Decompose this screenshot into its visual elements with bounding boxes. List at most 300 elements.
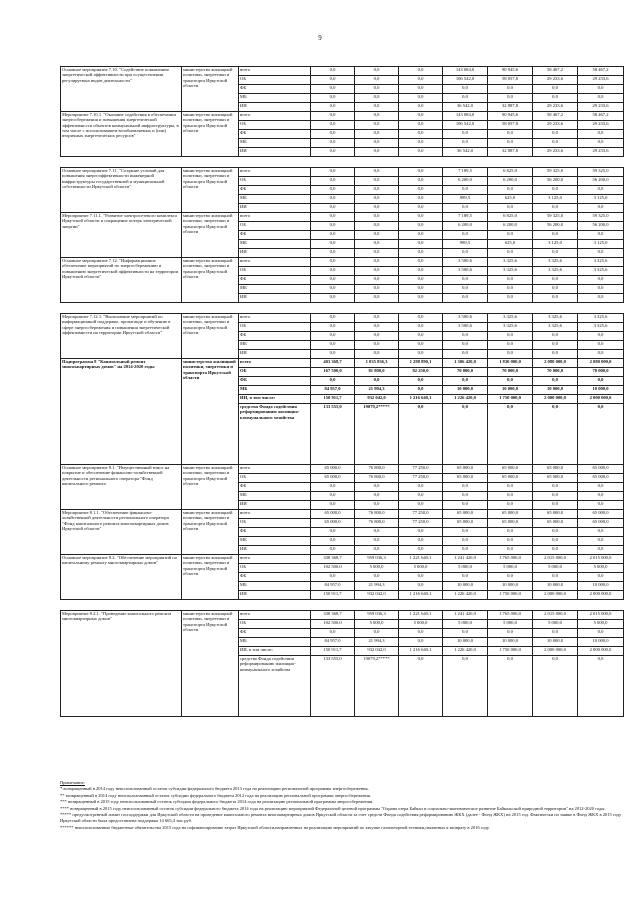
amount-cell: 0,0 — [355, 186, 399, 195]
amount-cell: 0,0 — [443, 186, 488, 195]
funding-source-cell: ОБ — [239, 267, 311, 276]
amount-cell: 0,0 — [355, 285, 399, 294]
amount-cell: 0,0 — [399, 492, 443, 501]
amount-cell: 932 042,0 — [355, 395, 399, 404]
amount-cell: 0,0 — [355, 501, 399, 510]
block-spacer — [61, 157, 624, 168]
amount-cell: 32 887,8 — [488, 148, 533, 157]
amount-cell: 0,0 — [355, 573, 399, 582]
funding-source-cell: ИИ — [239, 546, 311, 555]
amount-cell: 0,0 — [399, 85, 443, 94]
funding-source-cell: ФБ — [239, 483, 311, 492]
amount-cell: 0,0 — [578, 573, 624, 582]
amount-cell: 0,0 — [399, 528, 443, 537]
amount-cell: 0,0 — [578, 204, 624, 213]
amount-cell: 0,0 — [399, 537, 443, 546]
amount-cell: 0,0 — [488, 285, 533, 294]
amount-cell: 65 000,0 — [578, 519, 624, 528]
amount-cell: 0,0 — [311, 323, 355, 332]
table-row — [61, 510, 624, 519]
amount-cell: 0,0 — [311, 213, 355, 222]
amount-cell: 0,0 — [533, 186, 578, 195]
executor-cell: министерство жилищной политики, энергетики и транспорта Иркутской области — [182, 168, 239, 213]
amount-cell: 70 000,0 — [578, 368, 624, 377]
amount-cell: 0,0 — [399, 341, 443, 350]
funding-source-cell: МБ — [239, 582, 311, 591]
amount-cell: 10 000,0 — [578, 638, 624, 647]
amount-cell: 0,0 — [355, 240, 399, 249]
amount-cell: 0,0 — [355, 139, 399, 148]
amount-cell: 2 080 000,0 — [533, 359, 578, 368]
amount-cell: 0,0 — [533, 573, 578, 582]
amount-cell: 1 216 640,1 — [399, 395, 443, 404]
note-line: * возвращенный в 2014 году неиспользованный остаток субсидии федерального бюджета 2013 года на реализацию региональной программы энергосбережения. — [60, 786, 369, 792]
amount-cell: 0,0 — [355, 537, 399, 546]
amount-cell: 625,0 — [488, 240, 533, 249]
amount-cell: 0,0 — [399, 404, 443, 465]
amount-cell: 0,0 — [488, 341, 533, 350]
amount-cell: 0,0 — [311, 537, 355, 546]
amount-cell: 0,0 — [578, 130, 624, 139]
funding-source-cell: ОБ — [239, 177, 311, 186]
amount-cell: 0,0 — [399, 573, 443, 582]
amount-cell: 0,0 — [443, 573, 488, 582]
amount-cell: 0,0 — [311, 121, 355, 130]
amount-cell: 0,0 — [355, 267, 399, 276]
funding-source-cell: средства Фонда содействия реформированию жилищно-коммунального хозяйства — [239, 656, 311, 717]
amount-cell: 0,0 — [533, 492, 578, 501]
amount-cell: 932 042,0 — [355, 591, 399, 600]
funding-source-cell: всего — [239, 67, 311, 76]
funding-source-cell: ИИ, в том числе: — [239, 395, 311, 404]
amount-cell: 0,0 — [578, 501, 624, 510]
amount-cell: 0,0 — [443, 294, 488, 303]
measure-description: Основное мероприятие 8.1. "Имущественный взнос на покрытие и обеспечение финансово-хозяйственной деятельности регионального оператора "Фонд капитального ремонта — [61, 465, 182, 510]
amount-cell: 0,0 — [488, 204, 533, 213]
page-number: 9 — [318, 34, 322, 42]
table-row — [61, 611, 624, 620]
amount-cell: 3 325,6 — [578, 314, 624, 323]
amount-cell: 102 500,0 — [311, 620, 355, 629]
amount-cell: 0,0 — [355, 213, 399, 222]
amount-cell: 2 000 000,0 — [578, 395, 624, 404]
amount-cell: 84 957,0 — [311, 582, 355, 591]
amount-cell: 3 325,6 — [533, 323, 578, 332]
amount-cell: 0,0 — [488, 404, 533, 465]
amount-cell: 0,0 — [311, 195, 355, 204]
amount-cell: 90 945,6 — [488, 67, 533, 76]
amount-cell: 0,0 — [533, 528, 578, 537]
amount-cell: 0,0 — [488, 629, 533, 638]
funding-source-cell: всего — [239, 465, 311, 474]
funding-source-cell: МБ — [239, 94, 311, 103]
amount-cell: 2 080 000,0 — [578, 359, 624, 368]
amount-cell: 65 000,0 — [488, 519, 533, 528]
amount-cell: 3 325,6 — [488, 314, 533, 323]
measure-description: Подпрограмма 8 "Капитальный ремонт многоквартирных домов" на 2014-2020 годы — [61, 359, 182, 465]
table-row — [61, 258, 624, 267]
amount-cell: 0,0 — [488, 501, 533, 510]
amount-cell: 0,0 — [399, 546, 443, 555]
amount-cell: 0,0 — [443, 276, 488, 285]
funding-source-cell: всего — [239, 213, 311, 222]
amount-cell: 0,0 — [355, 148, 399, 157]
funding-source-cell: ОБ — [239, 121, 311, 130]
amount-cell: 10 000,0 — [488, 582, 533, 591]
amount-cell: 0,0 — [443, 285, 488, 294]
amount-cell: 65 000,0 — [578, 510, 624, 519]
table-row — [61, 555, 624, 564]
amount-cell: 0,0 — [355, 249, 399, 258]
amount-cell: 143 084,0 — [443, 112, 488, 121]
amount-cell: 29 233,6 — [578, 76, 624, 85]
amount-cell: 3 125,0 — [533, 195, 578, 204]
amount-cell: 0,0 — [311, 573, 355, 582]
amount-cell: 0,0 — [311, 139, 355, 148]
amount-cell: 0,0 — [488, 377, 533, 386]
amount-cell: 10 000,0 — [533, 582, 578, 591]
amount-cell: 0,0 — [488, 492, 533, 501]
executor-cell: министерство жилищной политики, энергетики и транспорта Иркутской области — [182, 213, 239, 258]
amount-cell: 70 000,0 — [443, 368, 488, 377]
amount-cell: 29 233,6 — [533, 103, 578, 112]
amount-cell: 0,0 — [355, 103, 399, 112]
amount-cell: 36 542,0 — [443, 103, 488, 112]
amount-cell: 0,0 — [399, 139, 443, 148]
table-row — [61, 465, 624, 474]
amount-cell: 0,0 — [311, 103, 355, 112]
amount-cell: 0,0 — [578, 85, 624, 94]
amount-cell: 0,0 — [399, 638, 443, 647]
amount-cell: 76 800,0 — [355, 465, 399, 474]
amount-cell: 3 325,6 — [488, 258, 533, 267]
amount-cell: 1 035 836,3 — [355, 359, 399, 368]
amount-cell: 70 000,0 — [533, 368, 578, 377]
funding-source-cell: МБ — [239, 386, 311, 395]
amount-cell: 0,0 — [578, 656, 624, 717]
amount-cell: 150 911,7 — [311, 591, 355, 600]
amount-cell: 29 233,6 — [578, 103, 624, 112]
funding-source-cell: ОБ — [239, 519, 311, 528]
amount-cell: 0,0 — [355, 177, 399, 186]
amount-cell: 5 000,0 — [355, 564, 399, 573]
amount-cell: 0,0 — [488, 528, 533, 537]
amount-cell: 0,0 — [399, 76, 443, 85]
measure-description: Основное мероприятие 8.2. "Обеспечение мероприятий по капитальному ремонту многоквартирных домов" — [61, 555, 182, 600]
amount-cell: 0,0 — [355, 546, 399, 555]
amount-cell: 0,0 — [488, 249, 533, 258]
amount-cell: 3 325,6 — [578, 258, 624, 267]
amount-cell: 3 500,6 — [443, 323, 488, 332]
measure-description: Мероприятие 8.1.1. "Обеспечение финансово-хозяйственной деятельности регионального оператора "Фонд капитального ремонта многоквартирных домов Иркутской области" — [61, 510, 182, 555]
amount-cell: 959 036,3 — [355, 611, 399, 620]
amount-cell: 7 189,5 — [443, 213, 488, 222]
amount-cell: 0,0 — [311, 148, 355, 157]
amount-cell: 0,0 — [311, 177, 355, 186]
funding-source-cell: ФБ — [239, 528, 311, 537]
amount-cell: 58 467,2 — [578, 67, 624, 76]
measure-description: Основное мероприятие 7.10. "Содействие повышению энергетической эффективности при осуществлении регулируемых видов деятельности" — [61, 67, 182, 112]
funding-source-cell: ОБ — [239, 323, 311, 332]
amount-cell: 0,0 — [399, 231, 443, 240]
executor-cell: министерство жилищной политики, энергетики и транспорта Иркутской области — [182, 112, 239, 157]
amount-cell: 6 825,0 — [488, 213, 533, 222]
amount-cell: 0,0 — [533, 276, 578, 285]
amount-cell: 0,0 — [311, 67, 355, 76]
amount-cell: 0,0 — [311, 629, 355, 638]
amount-cell: 143 084,0 — [443, 67, 488, 76]
amount-cell: 0,0 — [533, 332, 578, 341]
amount-cell: 0,0 — [399, 629, 443, 638]
amount-cell: 0,0 — [533, 377, 578, 386]
amount-cell: 0,0 — [533, 501, 578, 510]
note-line: *** возвращенный в 2015 году неиспользованный остаток субсидии федерального бюджета 2014 года на реализацию региональной программы энергосбережения. — [60, 799, 374, 805]
amount-cell: 65 000,0 — [311, 465, 355, 474]
funding-source-cell: средства Фонда содействия реформированию жилищно-коммунального хозяйства — [239, 404, 311, 465]
amount-cell: 0,0 — [399, 501, 443, 510]
amount-cell: 3 325,6 — [488, 323, 533, 332]
amount-cell: 56 200,0 — [578, 222, 624, 231]
amount-cell: 0,0 — [443, 377, 488, 386]
amount-cell: 0,0 — [443, 483, 488, 492]
amount-cell: 5 000,0 — [488, 620, 533, 629]
amount-cell: 0,0 — [355, 276, 399, 285]
amount-cell: 0,0 — [533, 249, 578, 258]
amount-cell: 29 233,6 — [533, 121, 578, 130]
amount-cell: 0,0 — [355, 483, 399, 492]
funding-source-cell: МБ — [239, 240, 311, 249]
amount-cell: 959 036,3 — [355, 555, 399, 564]
amount-cell: 0,0 — [355, 258, 399, 267]
amount-cell: 989,5 — [443, 240, 488, 249]
funding-source-cell: ИИ — [239, 148, 311, 157]
amount-cell: 0,0 — [399, 186, 443, 195]
amount-cell: 1 216 640,1 — [399, 647, 443, 656]
budget-table — [60, 66, 624, 717]
amount-cell: 1 750 000,0 — [488, 647, 533, 656]
amount-cell: 2 000 000,0 — [533, 647, 578, 656]
amount-cell: 0,0 — [355, 629, 399, 638]
amount-cell: 0,0 — [578, 404, 624, 465]
funding-source-cell: ИИ — [239, 294, 311, 303]
funding-source-cell: ОБ — [239, 222, 311, 231]
table-row — [61, 67, 624, 76]
amount-cell: 0,0 — [399, 249, 443, 258]
amount-cell: 1 830 000,0 — [488, 359, 533, 368]
amount-cell: 0,0 — [488, 186, 533, 195]
amount-cell: 338 368,7 — [311, 555, 355, 564]
amount-cell: 2 015 000,0 — [578, 611, 624, 620]
funding-source-cell: ИИ — [239, 591, 311, 600]
funding-source-cell: ИИ — [239, 204, 311, 213]
amount-cell: 58 057,8 — [488, 121, 533, 130]
amount-cell: 0,0 — [355, 67, 399, 76]
amount-cell: 0,0 — [311, 377, 355, 386]
amount-cell: 77 250,0 — [399, 465, 443, 474]
amount-cell: 0,0 — [399, 177, 443, 186]
funding-source-cell: всего — [239, 611, 311, 620]
funding-source-cell: МБ — [239, 195, 311, 204]
amount-cell: 133 555,0 — [311, 404, 355, 465]
funding-source-cell: ФБ — [239, 231, 311, 240]
executor-cell: министерство жилищной политики, энергетики и транспорта Иркутской области — [182, 314, 239, 359]
amount-cell: 58 467,2 — [578, 112, 624, 121]
amount-cell: 0,0 — [578, 249, 624, 258]
amount-cell: 0,0 — [399, 222, 443, 231]
amount-cell: 32 887,8 — [488, 103, 533, 112]
table-row — [61, 213, 624, 222]
notes-title: Примечание: — [60, 780, 85, 785]
amount-cell: 76 800,0 — [355, 510, 399, 519]
amount-cell: 0,0 — [443, 94, 488, 103]
table-row — [61, 112, 624, 121]
amount-cell: 0,0 — [533, 656, 578, 717]
funding-source-cell: всего — [239, 314, 311, 323]
amount-cell: 3 325,6 — [578, 267, 624, 276]
amount-cell: 0,0 — [443, 501, 488, 510]
amount-cell: 338 368,7 — [311, 611, 355, 620]
funding-source-cell: всего — [239, 510, 311, 519]
amount-cell: 0,0 — [578, 294, 624, 303]
funding-source-cell: всего — [239, 359, 311, 368]
amount-cell: 1 765 000,0 — [488, 611, 533, 620]
amount-cell: 0,0 — [311, 204, 355, 213]
amount-cell: 77 250,0 — [399, 474, 443, 483]
amount-cell: 0,0 — [399, 323, 443, 332]
amount-cell: 76 800,0 — [355, 474, 399, 483]
amount-cell: 0,0 — [311, 222, 355, 231]
amount-cell: 65 000,0 — [533, 465, 578, 474]
amount-cell: 84 957,0 — [311, 386, 355, 395]
amount-cell: 0,0 — [533, 350, 578, 359]
funding-source-cell: всего — [239, 112, 311, 121]
amount-cell: 0,0 — [355, 294, 399, 303]
amount-cell: 0,0 — [443, 350, 488, 359]
amount-cell: 3 125,0 — [533, 240, 578, 249]
amount-cell: 106 542,0 — [443, 121, 488, 130]
amount-cell: 0,0 — [311, 130, 355, 139]
amount-cell: 0,0 — [311, 231, 355, 240]
amount-cell: 0,0 — [311, 285, 355, 294]
amount-cell: 0,0 — [355, 121, 399, 130]
amount-cell: 6 825,0 — [488, 168, 533, 177]
amount-cell: 0,0 — [533, 537, 578, 546]
amount-cell: 36 542,0 — [443, 148, 488, 157]
amount-cell: 1 221 640,1 — [399, 611, 443, 620]
amount-cell: 0,0 — [443, 332, 488, 341]
amount-cell: 0,0 — [578, 94, 624, 103]
amount-cell: 65 000,0 — [311, 474, 355, 483]
amount-cell: 1 226 420,0 — [443, 591, 488, 600]
amount-cell: 0,0 — [443, 546, 488, 555]
amount-cell: 5 000,0 — [399, 620, 443, 629]
funding-source-cell: МБ — [239, 285, 311, 294]
amount-cell: 0,0 — [578, 483, 624, 492]
amount-cell: 65 000,0 — [578, 465, 624, 474]
note-line: ** возвращенный в 2014 году неиспользованный остаток субсидии федерального бюджета 2012 года на реализацию региональной программы энергосбережения. — [60, 792, 371, 798]
amount-cell: 2 015 000,0 — [578, 555, 624, 564]
amount-cell: 58 467,2 — [533, 67, 578, 76]
amount-cell: 102 500,0 — [311, 564, 355, 573]
amount-cell: 1 241 420,0 — [443, 611, 488, 620]
funding-source-cell: ИИ — [239, 501, 311, 510]
amount-cell: 0,0 — [355, 112, 399, 121]
amount-cell: 65 000,0 — [311, 519, 355, 528]
amount-cell: 56 200,0 — [578, 177, 624, 186]
amount-cell: 3 500,6 — [443, 258, 488, 267]
amount-cell: 0,0 — [399, 240, 443, 249]
amount-cell: 3 500,6 — [443, 267, 488, 276]
amount-cell: 0,0 — [355, 341, 399, 350]
amount-cell: 10 000,0 — [533, 638, 578, 647]
amount-cell: 0,0 — [399, 258, 443, 267]
amount-cell: 0,0 — [399, 103, 443, 112]
amount-cell: 0,0 — [311, 267, 355, 276]
amount-cell: 3 125,0 — [578, 195, 624, 204]
amount-cell: 0,0 — [399, 294, 443, 303]
amount-cell: 0,0 — [488, 546, 533, 555]
amount-cell: 0,0 — [399, 350, 443, 359]
funding-source-cell: всего — [239, 555, 311, 564]
amount-cell: 0,0 — [488, 483, 533, 492]
amount-cell: 58 057,8 — [488, 76, 533, 85]
amount-cell: 0,0 — [578, 341, 624, 350]
amount-cell: 0,0 — [578, 231, 624, 240]
amount-cell: 0,0 — [533, 629, 578, 638]
amount-cell: 0,0 — [488, 537, 533, 546]
funding-source-cell: ОБ — [239, 474, 311, 483]
amount-cell: 0,0 — [355, 222, 399, 231]
amount-cell: 10 000,0 — [578, 582, 624, 591]
funding-source-cell: ФБ — [239, 629, 311, 638]
amount-cell: 59 325,0 — [533, 213, 578, 222]
amount-cell: 0,0 — [533, 341, 578, 350]
amount-cell: 0,0 — [488, 85, 533, 94]
amount-cell: 0,0 — [311, 501, 355, 510]
amount-cell: 1 226 420,0 — [443, 647, 488, 656]
amount-cell: 0,0 — [443, 537, 488, 546]
amount-cell: 0,0 — [399, 213, 443, 222]
funding-source-cell: МБ — [239, 341, 311, 350]
amount-cell: 59 325,0 — [533, 168, 578, 177]
amount-cell: 2 000 000,0 — [533, 395, 578, 404]
amount-cell: 0,0 — [533, 130, 578, 139]
amount-cell: 70 000,0 — [488, 368, 533, 377]
notes-section — [60, 780, 625, 831]
amount-cell: 10 000,0 — [488, 638, 533, 647]
amount-cell: 0,0 — [311, 94, 355, 103]
amount-cell: 0,0 — [533, 139, 578, 148]
amount-cell: 0,0 — [399, 121, 443, 130]
amount-cell: 6 200,0 — [443, 222, 488, 231]
amount-cell: 3 325,6 — [533, 258, 578, 267]
amount-cell: 403 368,7 — [311, 359, 355, 368]
measure-description: Основное мероприятие 7.12. "Информационное обеспечение мероприятий по энергосбережению и повышению энергетической эффективности на территории Иркутской области" — [61, 258, 182, 303]
amount-cell: 0,0 — [311, 483, 355, 492]
funding-source-cell: ФБ — [239, 573, 311, 582]
amount-cell: 5 000,0 — [443, 564, 488, 573]
amount-cell: 58 467,2 — [533, 112, 578, 121]
amount-cell: 133 555,0 — [311, 656, 355, 717]
amount-cell: 65 000,0 — [533, 519, 578, 528]
amount-cell: 0,0 — [399, 483, 443, 492]
amount-cell: 1 306 420,0 — [443, 359, 488, 368]
amount-cell: 0,0 — [488, 294, 533, 303]
amount-cell: 0,0 — [311, 249, 355, 258]
amount-cell: 0,0 — [399, 67, 443, 76]
amount-cell: 0,0 — [355, 323, 399, 332]
amount-cell: 0,0 — [533, 294, 578, 303]
